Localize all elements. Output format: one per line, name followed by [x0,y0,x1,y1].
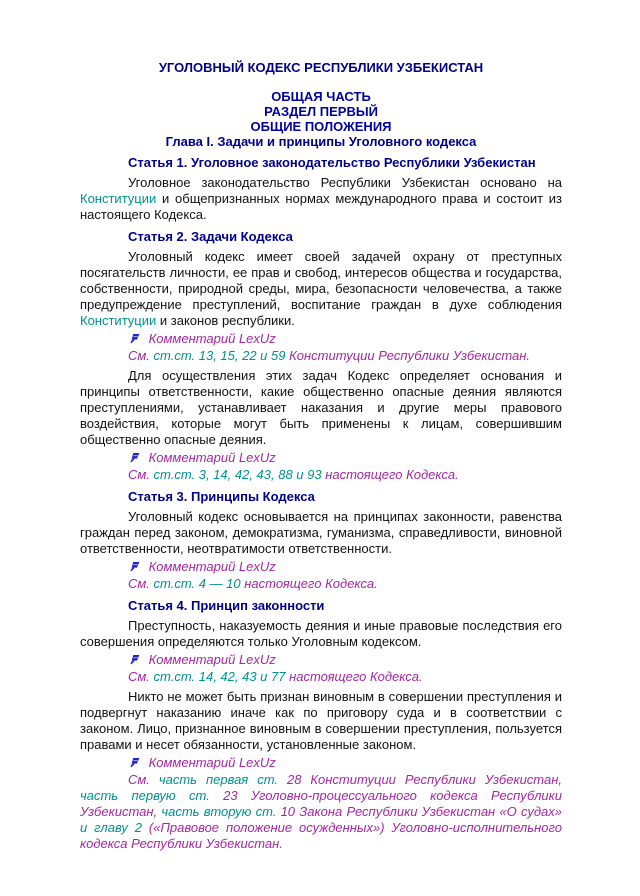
document-body [80,155,562,852]
lexuz-comment-label-text: Комментарий LexUz [148,755,276,770]
text-segment: 10 Закона Республики Узбекистан «О судах» [276,804,562,819]
article-heading: Статья 3. Принципы Кодекса [128,489,315,504]
reference-link[interactable]: часть первую ст. [80,788,210,803]
lexuz-comment-label [80,559,562,575]
text-segment: Уголовный кодекс имеет своей задачей охрану от преступных посягательств личности, ее прав и свобод, интересов общества и государства, собственности, природной среды, мира, безопасности человечества, а также предупреждение преступлений, воспитание граждан в духе соблюдения [80,249,562,312]
article-heading: Статья 2. Задачи Кодекса [128,229,293,244]
body-paragraph [80,689,562,753]
part-heading-general-provisions: ОБЩИЕ ПОЛОЖЕНИЯ [250,119,392,134]
body-paragraph [80,175,562,223]
text-segment: См. [128,576,154,591]
lexuz-comment-label-text: Комментарий LexUz [148,652,276,667]
reference-link[interactable]: часть вторую ст. [161,804,277,819]
lexuz-comment-label-text: Комментарий LexUz [148,331,276,346]
reference-link[interactable]: и главу 2 [80,820,142,835]
text-segment: См. [128,669,154,684]
text-segment: Уголовное законодательство Республики Узбекистан основано на [128,175,562,190]
part-heading-section-one: РАЗДЕЛ ПЕРВЫЙ [264,104,378,119]
lexuz-comment-label-text: Комментарий LexUz [148,450,276,465]
reference-link[interactable]: Конституции [80,191,157,206]
lexuz-comment-label [80,331,562,347]
body-paragraph [80,368,562,448]
comment-reference [80,467,562,483]
part-heading-general: ОБЩАЯ ЧАСТЬ [271,89,371,104]
reference-link[interactable]: Конституции [80,313,157,328]
lexuz-comment-icon [128,560,141,572]
article-heading: Статья 4. Принцип законности [128,598,325,613]
text-segment: и законов республики. [156,313,295,328]
text-segment: См. [128,348,154,363]
text-segment: и общепризнанных нормах международного права и состоит из настоящего Кодекса. [80,191,562,222]
lexuz-comment-label [80,450,562,466]
lexuz-comment-label [80,652,562,668]
comment-reference [80,772,562,852]
lexuz-comment-icon [128,451,141,463]
reference-link[interactable]: ст.ст. 4 — 10 [153,576,241,591]
reference-link[interactable]: ст.ст. 14, 42, 43 и 77 [153,669,286,684]
text-segment: Никто не может быть признан виновным в совершении преступления и подвергнут наказанию иначе как по приговору суда и в соответствии с законом. Лицо, признанное виновным в совершении преступления, пользуется правами и несет обязанности, установленные законом. [80,689,562,752]
lexuz-comment-icon [128,332,141,344]
reference-link[interactable]: часть первая ст. [158,772,278,787]
text-segment: См. [128,772,159,787]
body-paragraph [80,509,562,557]
text-segment: 23 Уголовно-процессуального кодекса Республики Узбекистан, [80,788,563,819]
text-segment: См. [128,467,154,482]
lexuz-comment-label-text: Комментарий LexUz [148,559,276,574]
lexuz-comment-icon [128,653,141,665]
body-paragraph [80,618,562,650]
body-paragraph [80,249,562,329]
text-segment: настоящего Кодекса. [285,669,423,684]
reference-link[interactable]: ст.ст. 13, 15, 22 и 59 [153,348,286,363]
text-segment: настоящего Кодекса. [240,576,378,591]
text-segment: 28 Конституции Республики Узбекистан, [278,772,562,787]
comment-reference [80,669,562,685]
text-segment: («Правовое положение осужденных») Уголовно-исполнительного кодекса Республики Узбекистан. [80,820,562,851]
text-segment: Уголовный кодекс основывается на принципах законности, равенства граждан перед законом, демократизма, гуманизма, справедливости, виновной ответственности, неотвратимости ответственности. [80,509,562,556]
reference-link[interactable]: ст.ст. 3, 14, 42, 43, 88 и 93 [153,467,322,482]
article-heading: Статья 1. Уголовное законодательство Республики Узбекистан [128,155,536,170]
text-segment: Конституции Республики Узбекистан. [285,348,531,363]
lexuz-comment-icon [128,756,141,768]
text-segment: настоящего Кодекса. [321,467,459,482]
comment-reference [80,348,562,364]
comment-reference [80,576,562,592]
document-title: УГОЛОВНЫЙ КОДЕКС РЕСПУБЛИКИ УЗБЕКИСТАН [158,60,484,75]
text-segment: Для осуществления этих задач Кодекс определяет основания и принципы ответственности, какие общественно опасные деяния являются преступлениями, устанавливает наказания и другие меры правового воздействия, которые могут быть применены к лицам, совершившим общественно опасные деяния. [80,368,562,447]
chapter-heading: Глава I. Задачи и принципы Уголовного кодекса [165,134,477,149]
lexuz-comment-label [80,755,562,771]
text-segment: Преступность, наказуемость деяния и иные правовые последствия его совершения определяются только Уголовным кодексом. [80,618,562,649]
